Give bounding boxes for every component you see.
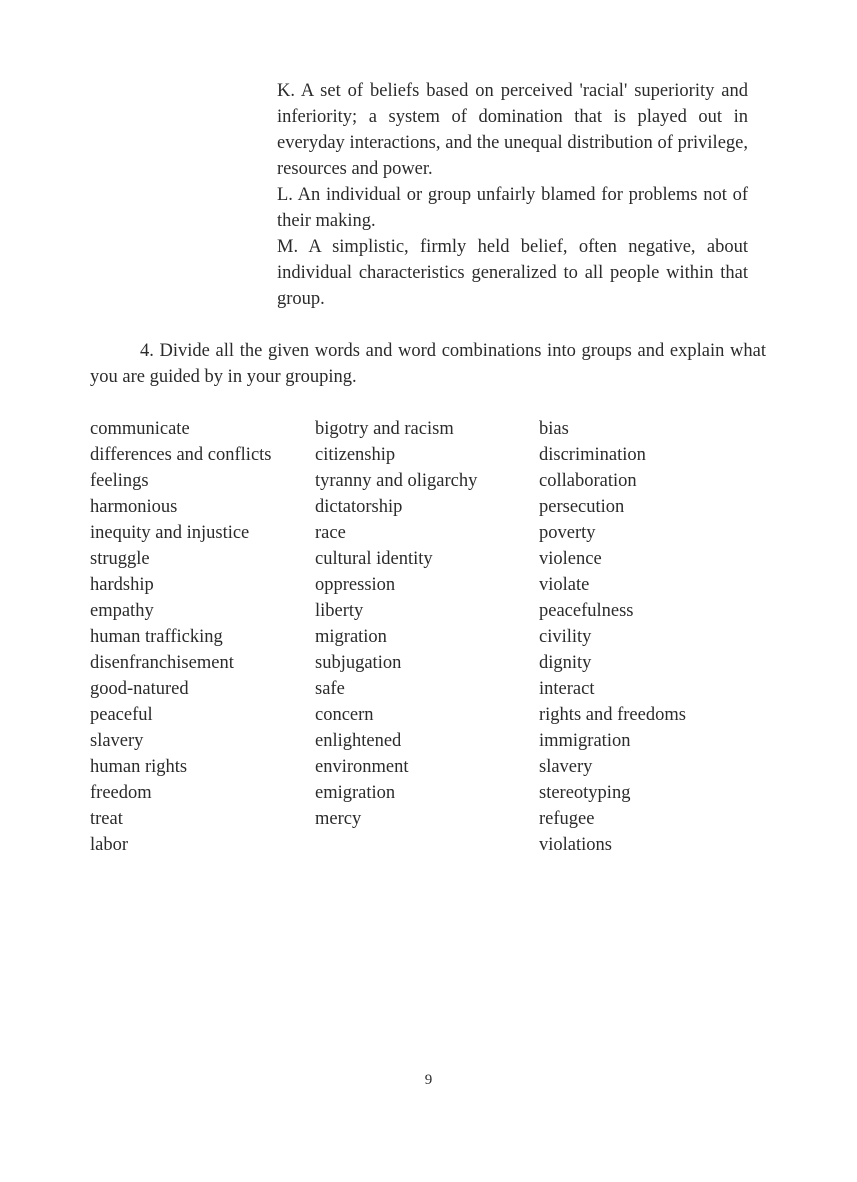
word-item: bigotry and racism [315,419,454,439]
definition-k: K. A set of beliefs based on perceived 'racial' superiority and inferiority; a system of domination that is played out in everyday interactions, and the unequal distribution of privilege, resources and power. [277,81,748,179]
page-number: 9 [424,1072,433,1088]
definition-l: L. An individual or group unfairly blamed for problems not of their making. [277,185,748,231]
word-item: safe [315,679,345,699]
word-item: emigration [315,783,396,803]
word-item: labor [90,835,129,855]
word-item: citizenship [315,445,396,465]
word-column-1 [90,416,272,858]
word-item: violate [539,575,590,595]
word-item: concern [315,705,374,725]
word-item: harmonious [90,497,178,517]
word-item: slavery [90,731,144,751]
word-column-2 [315,416,477,832]
word-item: collaboration [539,471,637,491]
word-item: dictatorship [315,497,403,517]
word-item: liberty [315,601,364,621]
word-item: stereotyping [539,783,631,803]
word-item: empathy [90,601,154,621]
word-item: persecution [539,497,625,517]
definitions-block [277,78,748,312]
word-item: interact [539,679,595,699]
word-item: bias [539,419,569,439]
definition-m: M. A simplistic, firmly held belief, often negative, about individual characteristics generalized to all people within that group. [277,237,748,309]
word-item: communicate [90,419,190,439]
word-item: rights and freedoms [539,705,686,725]
word-item: migration [315,627,387,647]
word-item: subjugation [315,653,402,673]
word-item: freedom [90,783,152,803]
task-4-instruction: 4. Divide all the given words and word combinations into groups and explain what you are guided by in your grouping. [90,341,766,387]
word-item: immigration [539,731,631,751]
word-item: cultural identity [315,549,433,569]
word-item: disenfranchisement [90,653,234,673]
word-item: violations [539,835,612,855]
word-item: slavery [539,757,593,777]
word-column-3 [539,416,686,858]
word-item: treat [90,809,123,829]
word-item: violence [539,549,602,569]
word-item: differences and conflicts [90,445,272,465]
word-item: dignity [539,653,592,673]
word-item: struggle [90,549,150,569]
word-item: peaceful [90,705,153,725]
word-item: human trafficking [90,627,223,647]
word-item: poverty [539,523,596,543]
word-item: discrimination [539,445,646,465]
word-item: human rights [90,757,188,777]
word-item: environment [315,757,409,777]
word-item: enlightened [315,731,402,751]
word-item: tyranny and oligarchy [315,471,478,491]
word-item: oppression [315,575,396,595]
word-item: hardship [90,575,154,595]
word-item: good-natured [90,679,189,699]
word-item: feelings [90,471,149,491]
word-item: race [315,523,346,543]
word-item: inequity and injustice [90,523,250,543]
word-item: refugee [539,809,595,829]
word-item: civility [539,627,592,647]
word-item: peacefulness [539,601,634,621]
word-item: mercy [315,809,362,829]
